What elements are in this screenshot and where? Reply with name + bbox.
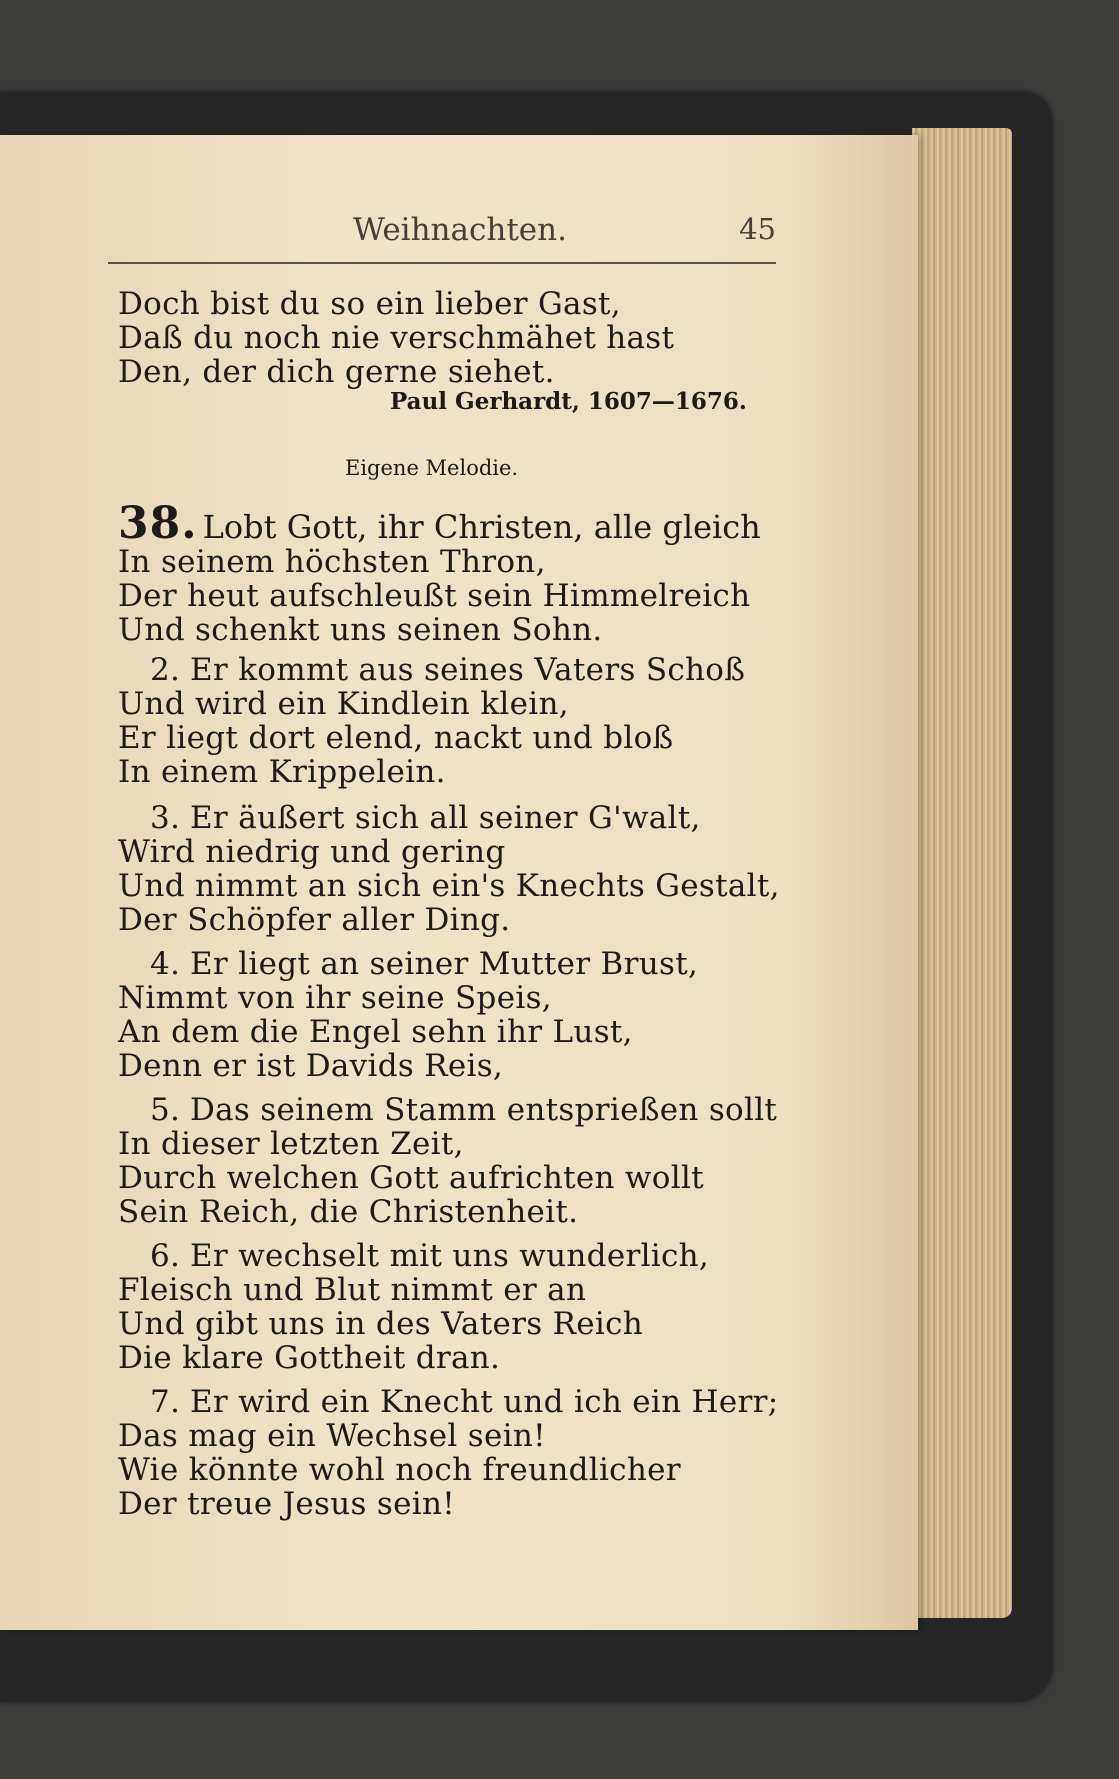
page-edges bbox=[912, 128, 1012, 1618]
stanza-number: 4. bbox=[150, 946, 181, 982]
stanza-line: Und nimmt an sich ein's Knechts Gestalt, bbox=[118, 868, 780, 904]
stanza-4-first-line: 4. Er liegt an seiner Mutter Brust, bbox=[150, 946, 699, 982]
stanza-5-first-line: 5. Das seinem Stamm entsprießen sollt bbox=[150, 1092, 778, 1128]
author-attribution: Paul Gerhardt, 1607—1676. bbox=[390, 388, 747, 415]
stanza-line: Sein Reich, die Christenheit. bbox=[118, 1194, 579, 1230]
stanza-number: 3. bbox=[150, 800, 181, 836]
stanza-number: 2. bbox=[150, 652, 181, 688]
stanza-line: An dem die Engel sehn ihr Lust, bbox=[118, 1014, 633, 1050]
page-number: 45 bbox=[739, 212, 776, 246]
header-rule bbox=[108, 262, 776, 264]
previous-hymn-line: Doch bist du so ein lieber Gast, bbox=[118, 286, 621, 322]
stanza-line: Und schenkt uns seinen Sohn. bbox=[118, 612, 603, 648]
stanza-line: In einem Krippelein. bbox=[118, 754, 446, 790]
running-head-title: Weihnachten. bbox=[353, 212, 567, 248]
stanza-line: In dieser letzten Zeit, bbox=[118, 1126, 464, 1162]
running-head bbox=[108, 212, 776, 256]
stanza-line: Und gibt uns in des Vaters Reich bbox=[118, 1306, 644, 1342]
stanza-line: Der Schöpfer aller Ding. bbox=[118, 902, 511, 938]
hymn-first-line bbox=[118, 498, 761, 549]
stanza-line: Die klare Gottheit dran. bbox=[118, 1340, 501, 1376]
stanza-number: 6. bbox=[150, 1238, 181, 1274]
stanza-6-first-line: 6. Er wechselt mit uns wunderlich, bbox=[150, 1238, 710, 1274]
previous-hymn-line: Daß du noch nie verschmähet hast bbox=[118, 320, 675, 356]
melody-note: Eigene Melodie. bbox=[345, 456, 519, 480]
hymn-number: 38. bbox=[118, 498, 198, 549]
stanza-2-first-line: 2. Er kommt aus seines Vaters Schoß bbox=[150, 652, 746, 688]
stanza-line: Er liegt dort elend, nackt und bloß bbox=[118, 720, 674, 756]
stanza-line: Wie könnte wohl noch freundlicher bbox=[118, 1452, 681, 1488]
stanza-line: Denn er ist Davids Reis, bbox=[118, 1048, 504, 1084]
hymn-first-line-text: Lobt Gott, ihr Christen, alle gleich bbox=[202, 508, 761, 546]
stanza-line: Nimmt von ihr seine Speis, bbox=[118, 980, 552, 1016]
stanza-line: In seinem höchsten Thron, bbox=[118, 544, 546, 580]
stanza-line: Fleisch und Blut nimmt er an bbox=[118, 1272, 587, 1308]
previous-hymn-line: Den, der dich gerne siehet. bbox=[118, 354, 555, 390]
stanza-line: Das mag ein Wechsel sein! bbox=[118, 1418, 546, 1454]
stanza-3-first-line: 3. Er äußert sich all seiner G'walt, bbox=[150, 800, 701, 836]
stanza-number: 7. bbox=[150, 1384, 181, 1420]
stanza-number: 5. bbox=[150, 1092, 181, 1128]
stanza-7-first-line: 7. Er wird ein Knecht und ich ein Herr; bbox=[150, 1384, 779, 1420]
stanza-line: Wird niedrig und gering bbox=[118, 834, 506, 870]
stanza-line: Der treue Jesus sein! bbox=[118, 1486, 455, 1522]
stanza-line: Der heut aufschleußt sein Himmelreich bbox=[118, 578, 751, 614]
stanza-line: Und wird ein Kindlein klein, bbox=[118, 686, 569, 722]
stanza-line: Durch welchen Gott aufrichten wollt bbox=[118, 1160, 704, 1196]
